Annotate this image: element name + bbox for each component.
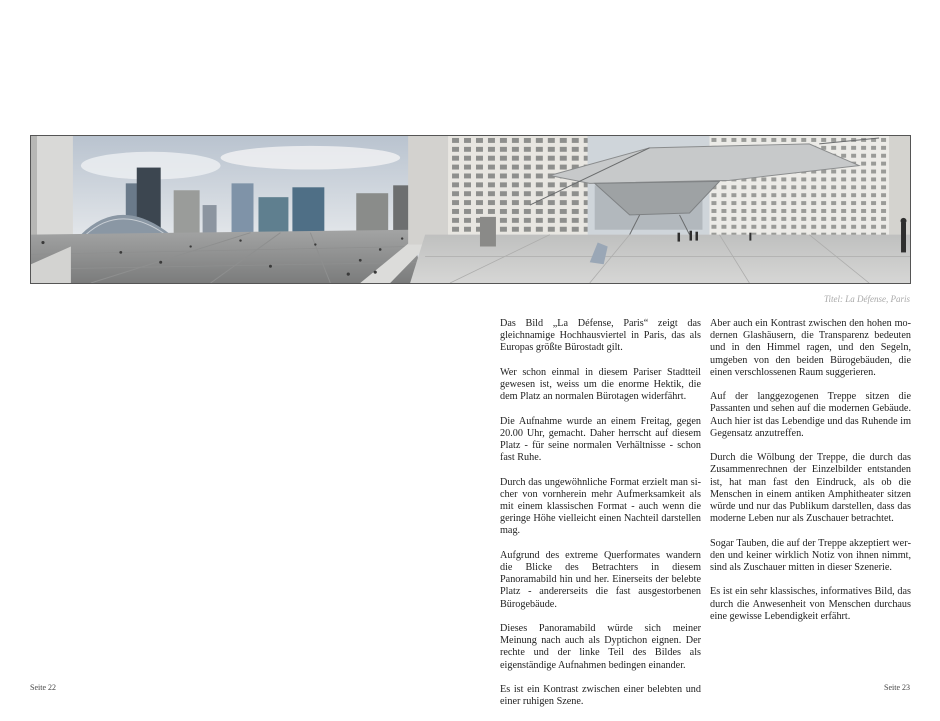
paragraph: Auf der langgezogenen Treppe sitzen die Passanten und sehen auf die modernen Gebäude. Auch hier ist das Lebendige und das Ruhende im Gegensatz anzutreffen.	[710, 391, 911, 439]
page-number-left: Seite 22	[30, 683, 56, 692]
paragraph: Dieses Panoramabild würde sich meiner Meinung nach auch als Dyptichon eignen. Der rechte und der linke Teil des Bildes als eigenständige Aufnahmen bedingen einander.	[500, 623, 701, 671]
paragraph: Die Aufnahme wurde an einem Freitag, gegen 20.00 Uhr, gemacht. Daher herrscht auf diesem Platz - für seine normalen Verhältnisse - schon fast Ruhe.	[500, 415, 701, 464]
panorama-illustration	[31, 136, 910, 283]
paragraph: Aber auch ein Kontrast zwischen den hohen modernen Glashäusern, die Transparenz bedeuten und in den Himmel ragen, und den Segeln, umgeben von den beiden Bürogebäuden, die einen verschlossenen Raum suggerieren.	[710, 318, 911, 378]
page-number-right: Seite 23	[884, 683, 910, 692]
paragraph: Durch die Wölbung der Treppe, die durch das Zusammenrechnen der Einzelbilder entstanden ist, hat man fast den Eindruck, als ob die Menschen in einem antiken Amphitheater sitzen würde und nur das Publikum darstellen, dass das moderne Leben nur als Zuschauer betrachtet.	[710, 452, 911, 525]
paragraph: Es ist ein sehr klassisches, informatives Bild, das durch die Anwesenheit von Menschen durchaus eine gewisse Lebendigkeit erfährt.	[710, 586, 911, 622]
paragraph: Es ist ein Kontrast zwischen einer belebten und einer ruhigen Szene.	[500, 684, 701, 708]
paragraph: Das Bild „La Défense, Paris“ zeigt das gleichnamige Hochhausviertel in Paris, das als Europas größte Bürostadt gilt.	[500, 318, 701, 354]
paragraph: Wer schon einmal in diesem Pariser Stadtteil gewesen ist, weiss um die enorme Hektik, die dem Platz an normalen Bürotagen widerfährt.	[500, 366, 701, 403]
paragraph: Durch das ungewöhnliche Format erzielt man sicher von vornherein mehr Aufmerksamkeit als mit einem klassischen Format - auch wenn die geringe Höhe vielleicht einen Nachteil darstellen mag.	[500, 476, 701, 537]
panorama-photo	[30, 135, 911, 284]
text-column-right	[710, 318, 911, 635]
paragraph: Aufgrund des extreme Querformates wandern die Blicke des Betrachters in diesem Panoramabild hin und her. Einerseits der belebte Platz - andererseits die fast ausgestorbenen Bürogebäude.	[500, 549, 701, 610]
paragraph: Sogar Tauben, die auf der Treppe akzeptiert werden und keiner wirklich Notiz von ihnen nimmt, sind als Zuschauer mitten in dieser Szenerie.	[710, 537, 911, 574]
photo-caption: Titel: La Défense, Paris	[824, 294, 910, 304]
text-column-left	[500, 318, 701, 721]
